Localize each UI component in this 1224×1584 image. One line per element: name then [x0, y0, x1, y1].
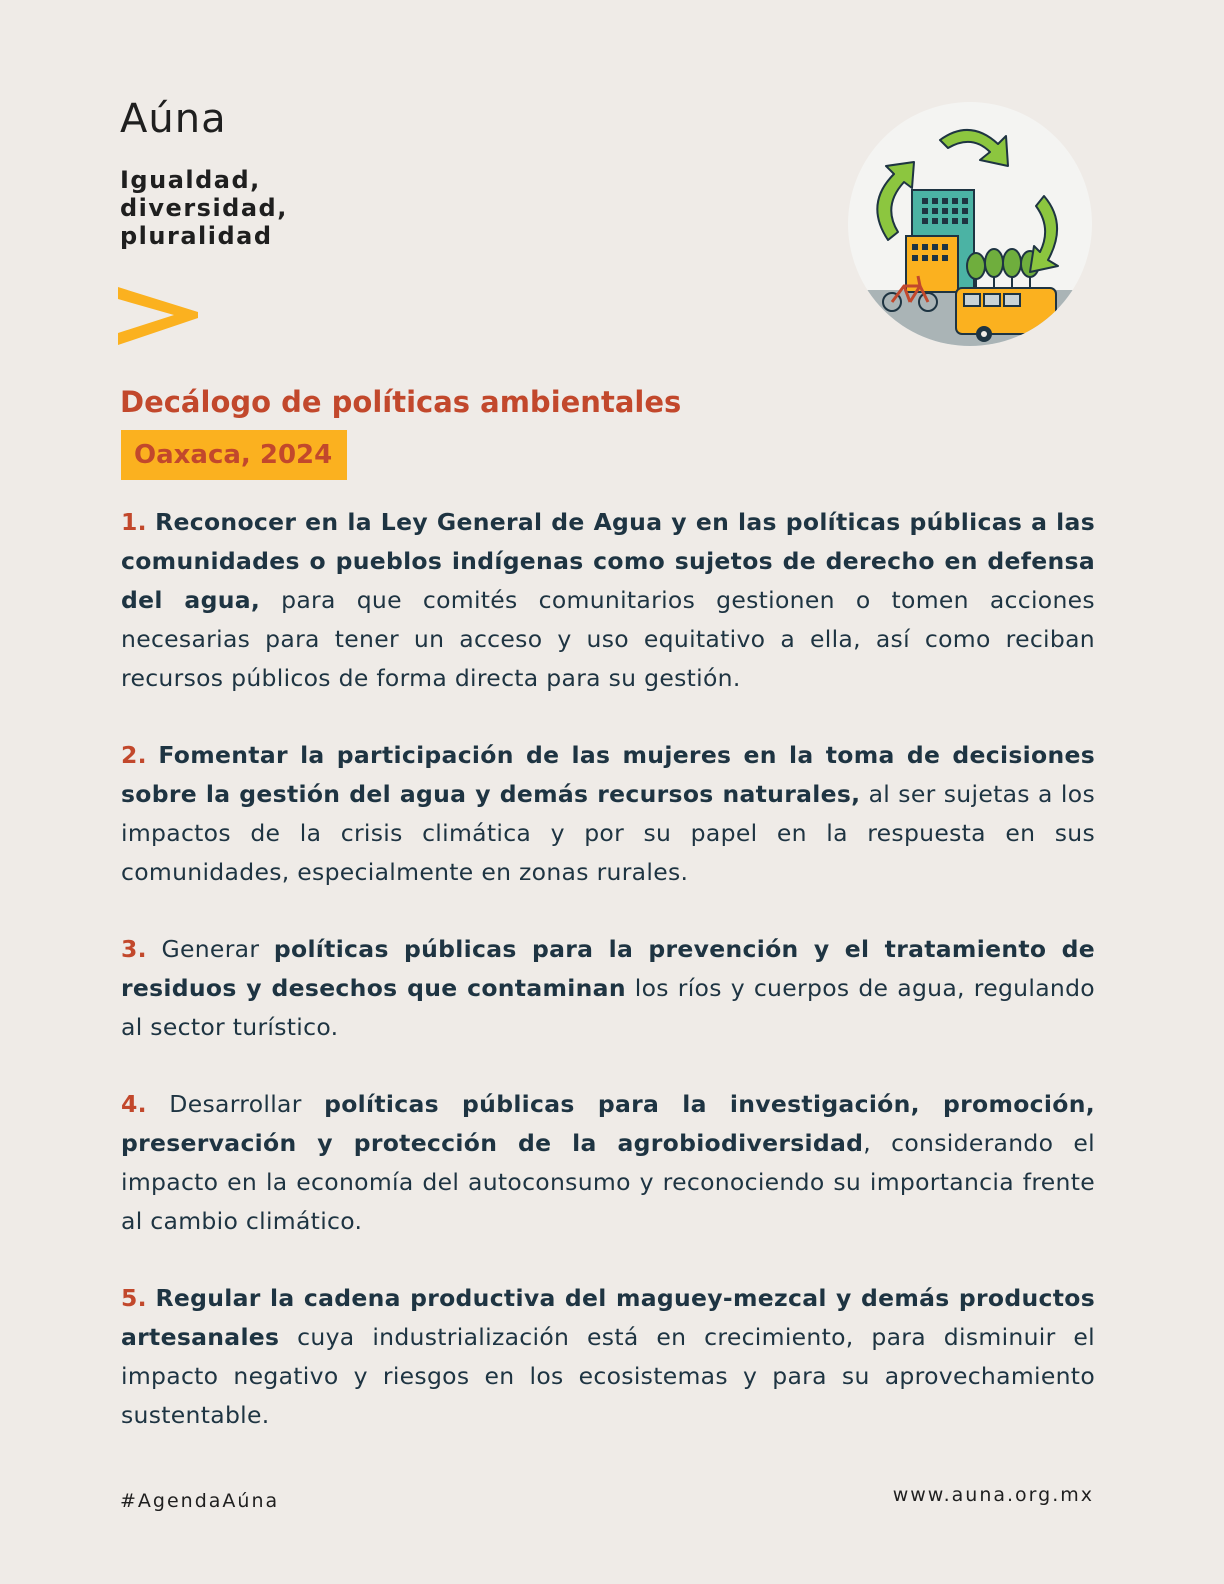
- document-title: Decálogo de políticas ambientales: [120, 385, 682, 419]
- tagline-line: pluralidad: [120, 222, 273, 250]
- item-text: al ser sujetas a los impactos de la crisis climática y por su papel en la respuesta en sus comunidades, especialmente en zonas rurales.: [121, 780, 1095, 886]
- item-text: los ríos y cuerpos de agua, regulando al sector turístico.: [121, 974, 1095, 1041]
- item-number: 2.: [121, 741, 147, 769]
- tagline-line: Igualdad,: [120, 166, 261, 194]
- item-bold: políticas públicas para la prevención y el tratamiento de residuos y desechos que contaminan: [121, 935, 1095, 1002]
- document-subtitle: Oaxaca, 2024: [121, 430, 347, 480]
- item-bold: Reconocer en la Ley General de Agua y en las políticas públicas a las comunidades o pueblos indígenas como sujetos de derecho en defensa del agua,: [121, 508, 1095, 614]
- tagline-line: diversidad,: [120, 194, 288, 222]
- footer-url[interactable]: www.auna.org.mx: [892, 1484, 1094, 1506]
- item-number: 4.: [121, 1090, 147, 1118]
- policy-item: [121, 930, 1095, 1047]
- policy-item: [121, 1085, 1095, 1241]
- policy-item: [121, 503, 1095, 698]
- item-lead: Desarrollar: [169, 1090, 325, 1118]
- item-number: 5.: [121, 1284, 147, 1312]
- item-number: 1.: [121, 508, 147, 536]
- item-text: , considerando el impacto en la economía del autoconsumo y reconociendo su importancia frente al cambio climático.: [121, 1129, 1095, 1235]
- item-bold: políticas públicas para la investigación, promoción, preservación y protección de la agrobiodiversidad: [121, 1090, 1095, 1157]
- chevron-right-icon: [118, 287, 200, 345]
- item-number: 3.: [121, 935, 147, 963]
- item-text: para que comités comunitarios gestionen o tomen acciones necesarias para tener un acceso y uso equitativo a ella, así como reciban recursos públicos de forma directa para su gestión.: [121, 586, 1095, 692]
- item-lead: Generar: [161, 935, 274, 963]
- item-text: cuya industrialización está en crecimiento, para disminuir el impacto negativo y riesgos en los ecosistemas y para su aprovechamiento sustentable.: [121, 1323, 1095, 1429]
- tagline: [120, 166, 288, 250]
- policy-item: [121, 1279, 1095, 1435]
- policy-item: [121, 736, 1095, 892]
- item-bold: Fomentar la participación de las mujeres en la toma de decisiones sobre la gestión del agua y demás recursos naturales,: [121, 741, 1095, 808]
- item-bold: Regular la cadena productiva del maguey-mezcal y demás productos artesanales: [121, 1284, 1095, 1351]
- footer-hashtag: #AgendaAúna: [120, 1490, 280, 1512]
- sustainable-city-recycle-icon: [848, 100, 1092, 348]
- brand-logo: Aúna: [120, 96, 227, 142]
- policy-list: [121, 503, 1095, 1473]
